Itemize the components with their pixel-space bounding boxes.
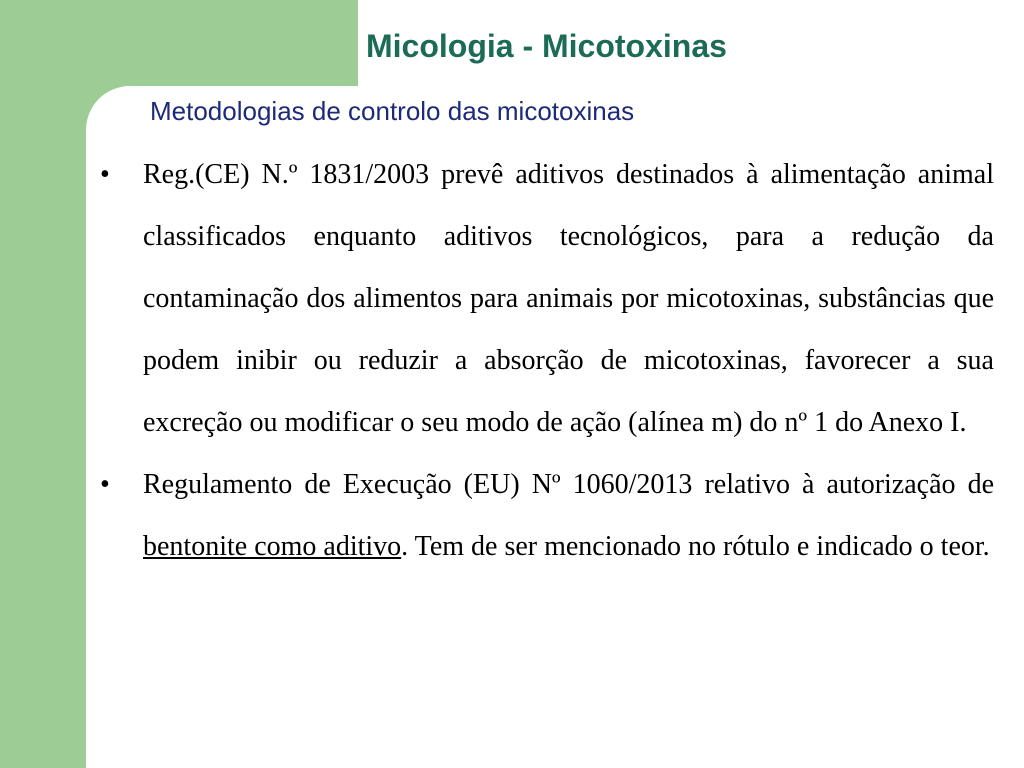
bentonite-underlined-text: bentonite como aditivo	[143, 531, 402, 562]
bullet-list	[100, 144, 994, 578]
bullet-icon: •	[100, 159, 110, 190]
slide-subtitle: Metodologias de controlo das micotoxinas	[150, 96, 635, 126]
bullet-icon: •	[100, 469, 110, 500]
bullet-item-regulation-1060	[100, 454, 994, 578]
bullet-text: Reg.(CE) N.º 1831/2003 prevê aditivos destinados à alimentação animal classificados enquanto aditivos tecnológicos, para a redução da contaminação dos alimentos para animais por micotoxinas, substâncias que podem inibir ou reduzir a absorção de micotoxinas, favorecer a sua excreção ou modificar o seu modo de ação (alínea m) do nº 1 do Anexo I.	[143, 159, 994, 438]
slide-title: Micologia - Micotoxinas	[366, 28, 727, 64]
green-left-strip	[0, 0, 88, 768]
bullet-item-regulation-1831	[100, 144, 994, 454]
bullet-text-after: . Tem de ser mencionado no rótulo e indicado o teor.	[401, 531, 990, 562]
bullet-text-before: Regulamento de Execução (EU) Nº 1060/2013 relativo à autorização de	[143, 469, 994, 500]
